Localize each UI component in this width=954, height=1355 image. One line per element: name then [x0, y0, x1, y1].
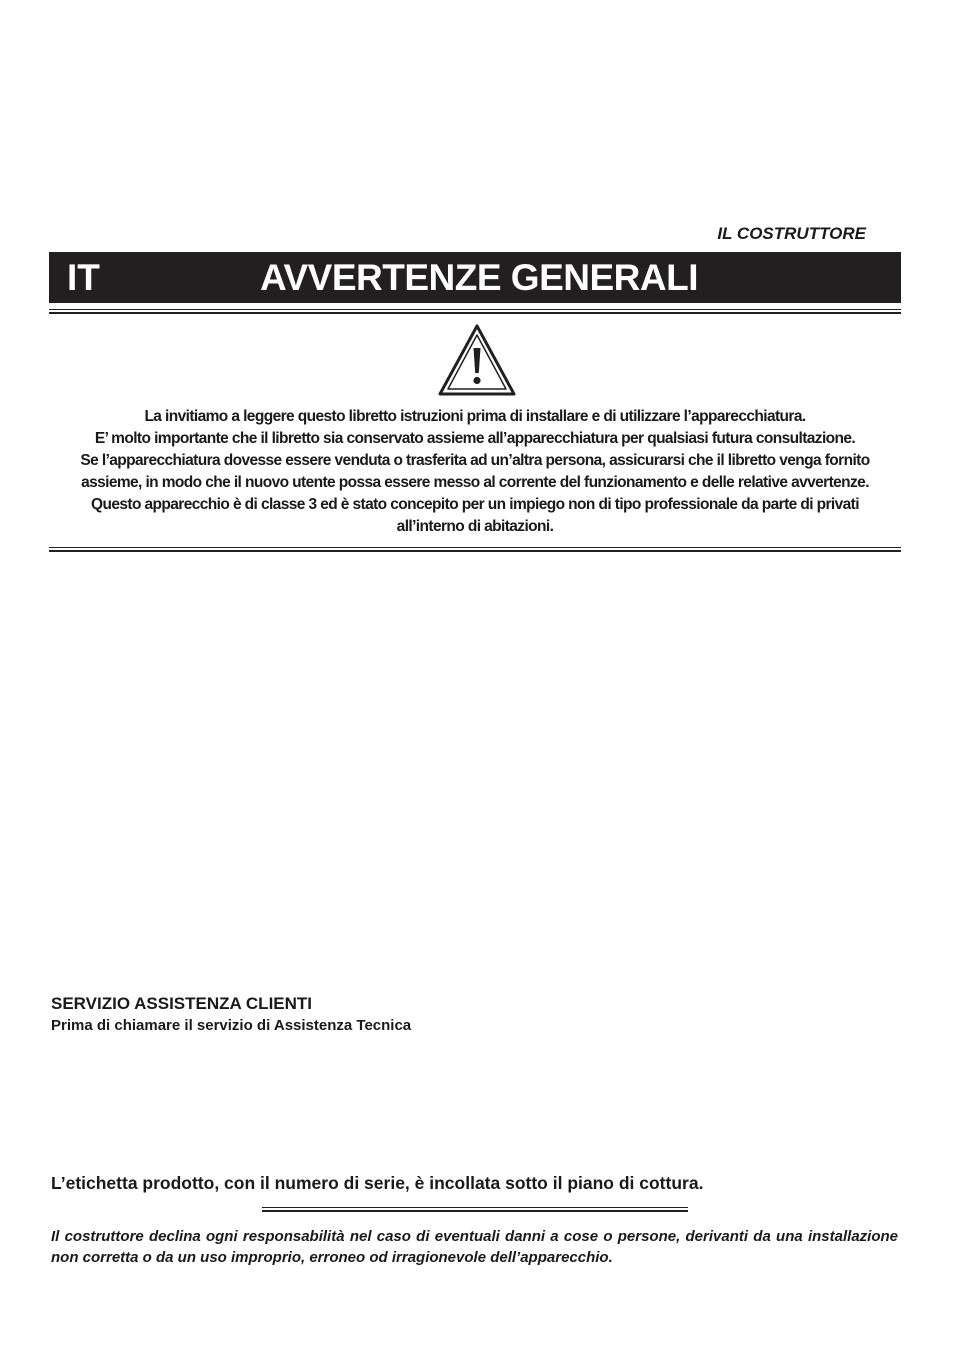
divider-middle	[49, 547, 901, 552]
notice-line: E’ molto importante che il libretto sia conservato assieme all’apparecchiatura per qualsiasi futura consultazione.	[94, 430, 856, 447]
warning-triangle-exclamation-icon	[438, 324, 516, 396]
product-label-note: L’etichetta prodotto, con il numero di serie, è incollata sotto il piano di cottura.	[51, 1173, 704, 1193]
notice-text	[49, 406, 901, 538]
notice-line: assieme, in modo che il nuovo utente possa essere messo al corrente del funzionamento e delle relative avvertenze.	[81, 474, 869, 491]
divider-top	[49, 309, 901, 314]
notice-line: Se l’apparecchiatura dovesse essere venduta o trasferita ad un’altra persona, assicurarsi che il libretto venga fornito	[80, 452, 870, 469]
language-code: IT	[67, 257, 100, 298]
notice-line: all’interno di abitazioni.	[396, 518, 554, 535]
service-title: SERVIZIO ASSISTENZA CLIENTI	[51, 994, 313, 1013]
notice-line: La invitiamo a leggere questo libretto istruzioni prima di installare e di utilizzare l’apparecchiatura.	[144, 408, 806, 425]
disclaimer-text: Il costruttore declina ogni responsabilità nel caso di eventuali danni a cose o persone, derivanti da una installazione non corretta o da un uso improprio, erroneo od irragionevole dell’apparecchio.	[51, 1228, 898, 1266]
manufacturer-label: IL COSTRUTTORE	[717, 224, 866, 243]
service-subtitle: Prima di chiamare il servizio di Assistenza Tecnica	[51, 1017, 412, 1034]
page-title: AVVERTENZE GENERALI	[260, 257, 698, 298]
notice-line: Questo apparecchio è di classe 3 ed è stato concepito per un impiego non di tipo professionale da parte di privati	[91, 496, 859, 513]
section-header	[49, 252, 901, 303]
divider-bottom	[262, 1207, 688, 1212]
